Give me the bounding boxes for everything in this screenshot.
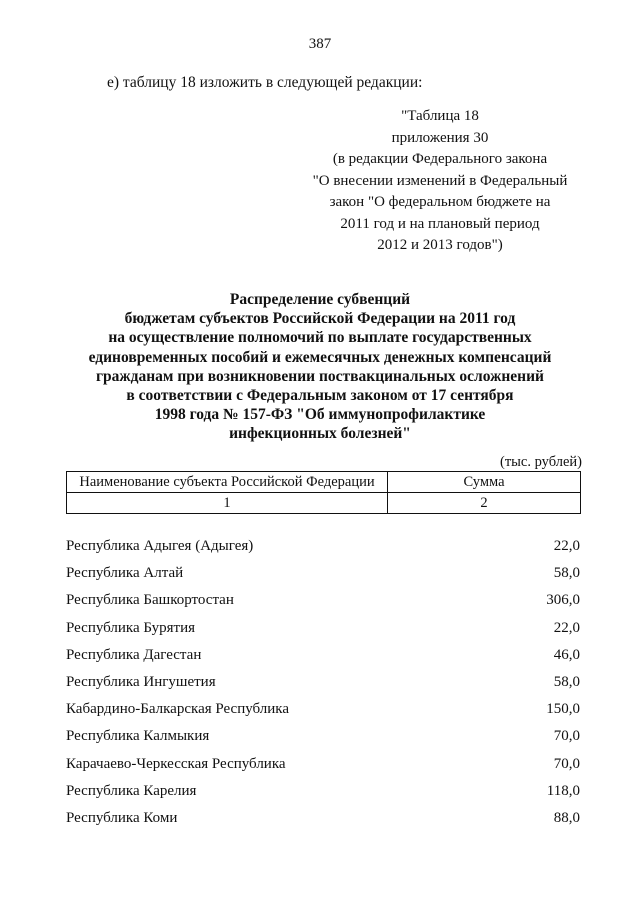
- subject-name: Республика Дагестан: [66, 646, 202, 663]
- subject-name: Республика Алтай: [66, 565, 184, 582]
- amount-value: 58,0: [553, 673, 580, 690]
- document-title: [60, 290, 580, 444]
- table-row: [66, 783, 580, 810]
- table-row: [66, 538, 580, 565]
- subject-name: Республика Башкортостан: [66, 592, 234, 609]
- subject-name: Карачаево-Черкесская Республика: [66, 755, 286, 772]
- subject-name: Республика Бурятия: [66, 619, 196, 636]
- table-caption: [270, 106, 610, 257]
- caption-line: "О внесении изменений в Федеральный: [312, 172, 568, 189]
- subject-name: Кабардино-Балкарская Республика: [66, 701, 290, 718]
- caption-line: закон "О федеральном бюджете на: [329, 194, 551, 210]
- caption-line: "Таблица 18: [401, 108, 479, 124]
- title-line: бюджетам субъектов Российской Федерации на 2011 год: [124, 310, 516, 328]
- table-row: [66, 592, 580, 619]
- amount-value: 70,0: [553, 728, 580, 745]
- amount-value: 46,0: [553, 646, 580, 663]
- table-row: [66, 647, 580, 674]
- caption-line: 2011 год и на плановый период: [340, 215, 540, 232]
- table-row: [66, 620, 580, 647]
- table-row: [66, 810, 580, 837]
- table-row: [66, 674, 580, 701]
- table-body: [66, 538, 580, 837]
- amount-value: 58,0: [553, 565, 580, 582]
- amount-value: 150,0: [546, 701, 580, 718]
- title-line: Распределение субвенций: [229, 291, 411, 308]
- subject-name: Республика Коми: [66, 809, 178, 826]
- column-number: 1: [67, 493, 388, 514]
- column-number: 2: [388, 493, 581, 514]
- subject-name: Республика Адыгея (Адыгея): [66, 538, 254, 554]
- table-row: [66, 565, 580, 592]
- table-row: [66, 701, 580, 728]
- amount-value: 88,0: [553, 809, 580, 826]
- header-row: [67, 472, 581, 493]
- title-line: гражданам при возникновении поствакцинальных осложнений: [96, 367, 544, 385]
- instruction-text: е) таблицу 18 изложить в следующей редакции:: [107, 74, 423, 91]
- title-line: на осуществление полномочий по выплате государственных: [108, 329, 532, 347]
- caption-line: 2012 и 2013 годов"): [377, 237, 503, 253]
- column-number-row: [67, 493, 581, 514]
- caption-line: приложения 30: [391, 129, 489, 146]
- caption-line: (в редакции Федерального закона: [332, 151, 548, 167]
- subject-name: Республика Ингушетия: [66, 673, 216, 690]
- table-header: [66, 471, 581, 514]
- subject-name: Республика Карелия: [66, 782, 197, 799]
- amount-value: 70,0: [553, 755, 580, 772]
- column-header-amount: Сумма: [388, 472, 581, 493]
- title-line: единовременных пособий и ежемесячных денежных компенсаций: [88, 348, 552, 366]
- title-line: 1998 года № 157-ФЗ "Об иммунопрофилактике: [154, 406, 486, 424]
- units-label: (тыс. рублей): [500, 454, 582, 470]
- amount-value: 22,0: [553, 619, 580, 636]
- amount-value: 22,0: [553, 538, 580, 554]
- title-line: в соответствии с Федеральным законом от 17 сентября: [126, 387, 514, 405]
- amount-value: 306,0: [546, 592, 580, 609]
- title-line: инфекционных болезней": [229, 425, 411, 443]
- subject-name: Республика Калмыкия: [66, 728, 210, 745]
- column-header-subject: Наименование субъекта Российской Федерации: [67, 472, 388, 493]
- page-number: 387: [308, 36, 332, 52]
- table-row: [66, 728, 580, 755]
- table-row: [66, 756, 580, 783]
- amount-value: 118,0: [546, 782, 580, 799]
